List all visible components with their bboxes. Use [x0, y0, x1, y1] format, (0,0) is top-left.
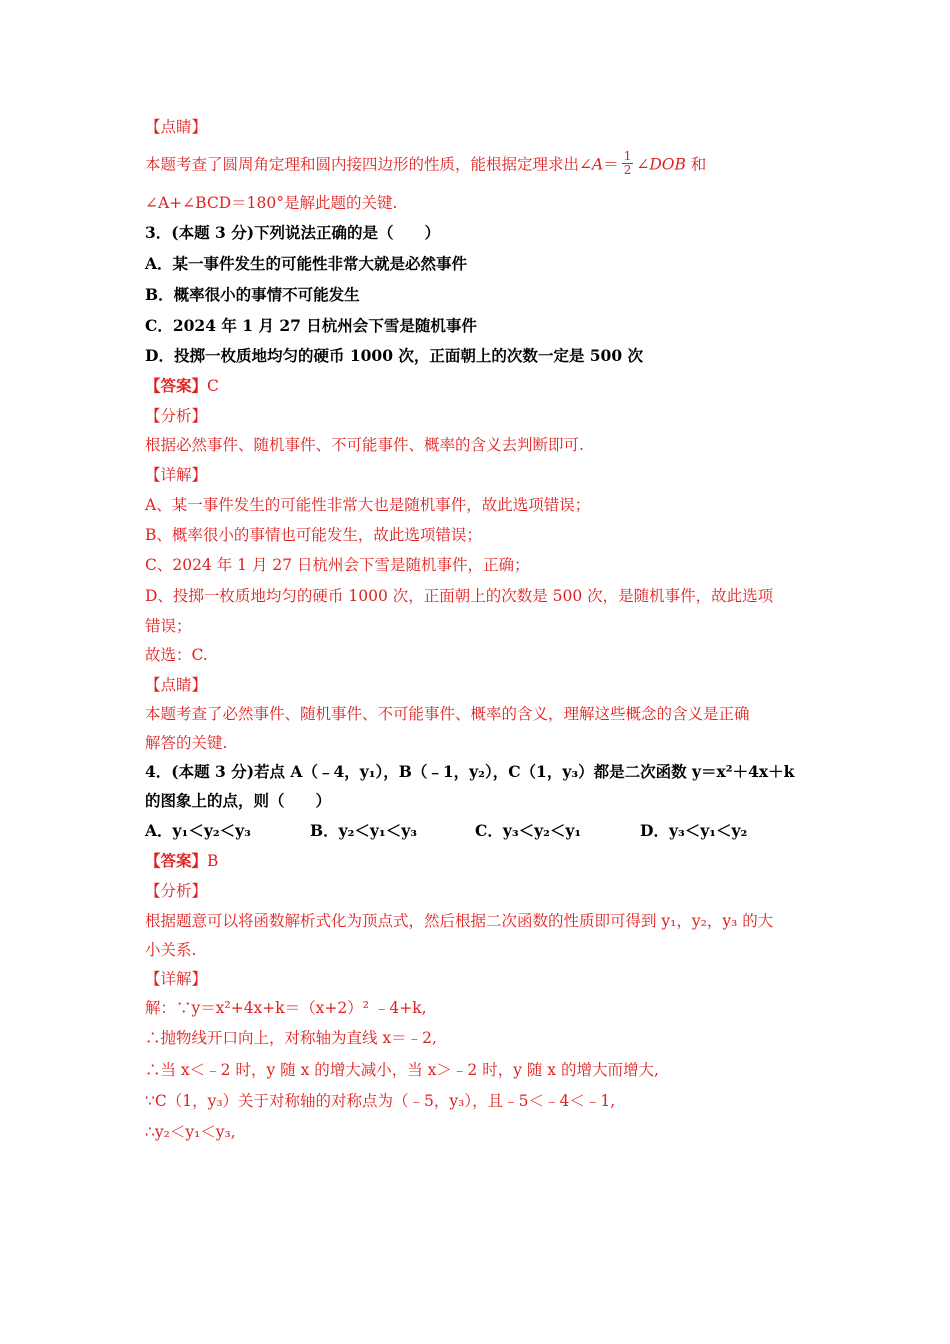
- q4-stem-line-2: 的图象上的点，则（ ）: [145, 791, 332, 810]
- q4-option-b: B．y₂＜y₁＜y₃: [310, 821, 417, 840]
- pointer-line-1: 本题考查了圆周角定理和圆内接四边形的性质，能根据定理求出∠A＝ $\frac{1}{2}$ ∠DOB 和: [145, 149, 707, 177]
- q3-pointer-heading: 【点睛】: [145, 676, 208, 694]
- q3-analysis-heading: 【分析】: [145, 407, 208, 425]
- q3-detail-b: B、概率很小的事情也可能发生，故此选项错误；: [145, 526, 482, 544]
- pointer-line-2: ∠A+∠BCD＝180°是解此题的关键.: [145, 194, 398, 212]
- q4-option-c: C．y₃＜y₂＜y₁: [475, 821, 582, 840]
- q4-detail-2: ∴抛物线开口向上，对称轴为直线 x＝﹣2,: [145, 1029, 437, 1047]
- q4-analysis-line-2: 小关系.: [145, 941, 197, 959]
- q4-option-d: D．y₃＜y₁＜y₂: [640, 821, 748, 840]
- q4-option-a: A．y₁＜y₂＜y₃: [145, 821, 251, 840]
- q3-detail-d-line-2: 错误；: [145, 617, 192, 635]
- q3-detail-c: C、2024 年 1 月 27 日杭州会下雪是随机事件，正确；: [145, 556, 530, 574]
- q4-detail-heading: 【详解】: [145, 970, 208, 988]
- q3-analysis: 根据必然事件、随机事件、不可能事件、概率的含义去判断即可.: [145, 436, 584, 454]
- q3-stem: 3．(本题 3 分)下列说法正确的是（ ）: [145, 223, 441, 242]
- q3-choose: 故选：C.: [145, 646, 208, 664]
- q3-detail-d-line-1: D、投掷一枚质地均匀的硬币 1000 次，正面朝上的次数是 500 次，是随机事件，故此选项: [145, 587, 774, 605]
- q4-detail-3: ∴当 x＜﹣2 时，y 随 x 的增大减小，当 x＞﹣2 时，y 随 x 的增大而增大,: [145, 1061, 659, 1079]
- q4-detail-4: ∵C（1，y₃）关于对称轴的对称点为（﹣5，y₃），且﹣5＜﹣4＜﹣1,: [145, 1092, 616, 1110]
- q3-answer: 【答案】C: [145, 376, 219, 395]
- q3-option-d: D．投掷一枚质地均匀的硬币 1000 次，正面朝上的次数一定是 500 次: [145, 346, 644, 365]
- q3-option-c: C．2024 年 1 月 27 日杭州会下雪是随机事件: [145, 316, 477, 335]
- q3-option-a: A．某一事件发生的可能性非常大就是必然事件: [145, 254, 468, 273]
- q4-analysis-line-1: 根据题意可以将函数解析式化为顶点式，然后根据二次函数的性质即可得到 y₁，y₂，y₃ 的大: [145, 912, 774, 930]
- q4-analysis-heading: 【分析】: [145, 882, 208, 900]
- q4-stem-line-1: 4．(本题 3 分)若点 A（﹣4，y₁），B（﹣1，y₂），C（1，y₃）都是二次函数 y＝x²＋4x＋k: [145, 762, 795, 781]
- q3-detail-a: A、某一事件发生的可能性非常大也是随机事件，故此选项错误；: [145, 496, 591, 514]
- q4-detail-1: 解：∵y＝x²+4x+k＝（x+2）² ﹣4+k,: [145, 999, 427, 1017]
- q4-options: [145, 820, 810, 842]
- q4-detail-5: ∴y₂＜y₁＜y₃,: [145, 1123, 236, 1141]
- q3-pointer-line-2: 解答的关键.: [145, 734, 228, 752]
- pointer-heading: 【点睛】: [145, 118, 208, 136]
- q3-pointer-line-1: 本题考查了必然事件、随机事件、不可能事件、概率的含义，理解这些概念的含义是正确: [145, 705, 750, 723]
- q3-option-b: B．概率很小的事情不可能发生: [145, 285, 360, 304]
- q3-detail-heading: 【详解】: [145, 466, 208, 484]
- q4-answer: 【答案】B: [145, 851, 219, 870]
- fraction-one-half: $\frac{1}{2}$: [623, 149, 632, 177]
